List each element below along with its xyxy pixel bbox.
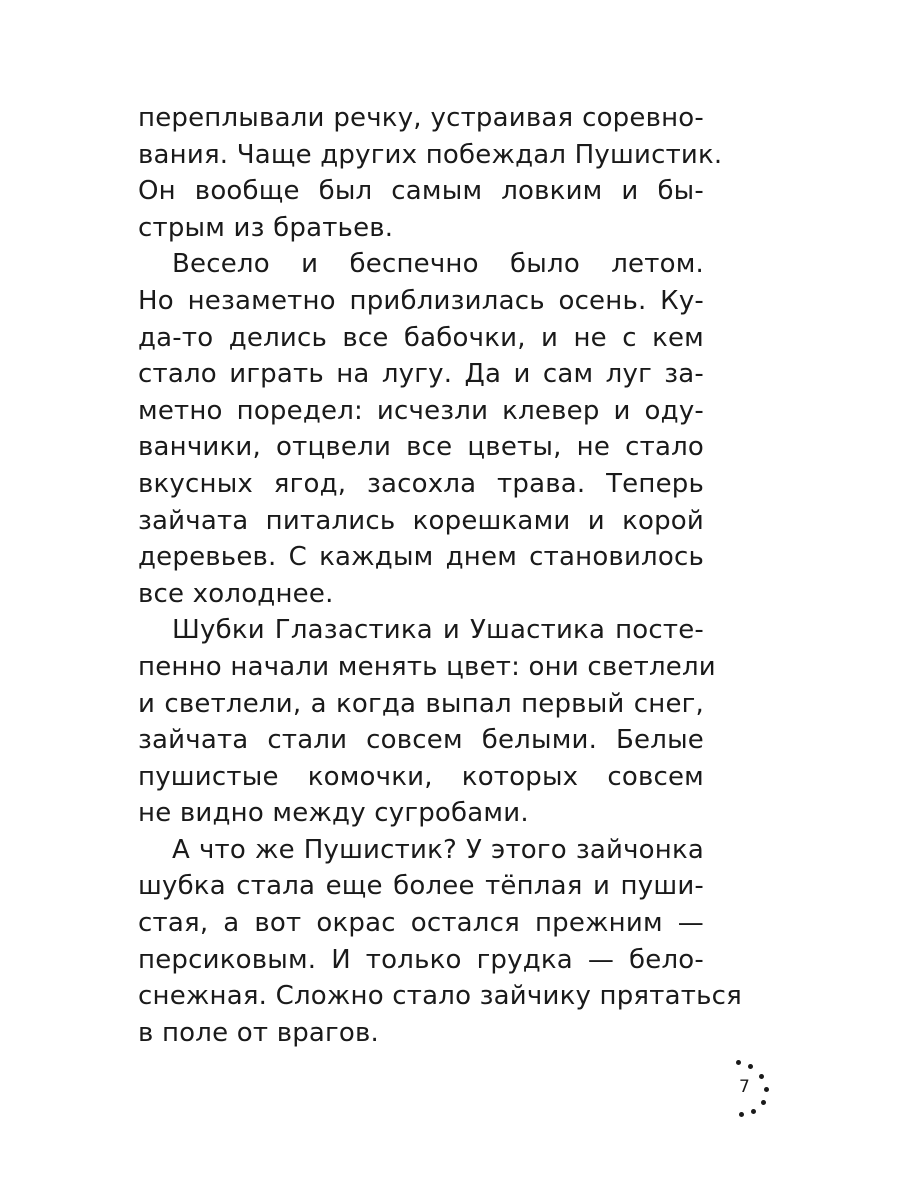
text-line: деревьев. С каждым днем становилось — [138, 542, 704, 573]
text-line: зайчата стали совсем белыми. Белые — [138, 725, 704, 756]
ornament-dot — [759, 1074, 764, 1079]
text-line: зайчата питались корешками и корой — [138, 505, 704, 536]
text-line: шубка стала еще более тёплая и пуши- — [138, 871, 704, 902]
text-line: вания. Чаще других побеждал Пушистик. — [138, 139, 723, 170]
paragraph-1 — [138, 100, 723, 246]
paragraph-2 — [138, 246, 704, 612]
text-line: вкусных ягод, засохла трава. Теперь — [138, 468, 704, 499]
ornament-dot — [764, 1087, 769, 1092]
ornament-dot — [736, 1060, 741, 1065]
text-line: пушистые комочки, которых совсем — [138, 761, 704, 792]
ornament-dot — [761, 1100, 766, 1105]
page-number: 7 — [739, 1077, 750, 1097]
text-line: Он вообще был самым ловким и бы- — [138, 176, 704, 207]
text-line: переплывали речку, устраивая соревно- — [138, 103, 704, 133]
text-line: и светлели, а когда выпал первый снег, — [138, 688, 704, 719]
text-line: персиковым. И только грудка — бело- — [138, 944, 704, 975]
paragraph-3 — [138, 612, 716, 832]
text-line: стая, а вот окрас остался прежним — — [138, 908, 704, 939]
text-line: Но незаметно приблизилась осень. Ку- — [138, 285, 704, 316]
text-line: Весело и беспечно было летом. — [172, 249, 704, 280]
ornament-dot — [748, 1064, 753, 1069]
text-line: все холоднее. — [138, 578, 334, 609]
text-line: стало играть на лугу. Да и сам луг за- — [138, 359, 704, 390]
ornament-dot — [751, 1109, 756, 1114]
ornament-dot — [739, 1112, 744, 1117]
page-body-text — [138, 100, 742, 1051]
text-line: не видно между сугробами. — [138, 798, 529, 829]
text-line: ванчики, отцвели все цветы, не стало — [138, 432, 704, 463]
text-line: Шубки Глазастика и Ушастика посте- — [172, 615, 704, 646]
paragraph-4 — [138, 832, 742, 1052]
page-number-ornament — [728, 1058, 778, 1118]
text-line: да-то делись все бабочки, и не с кем — [138, 322, 704, 353]
text-line: А что же Пушистик? У этого зайчонка — [172, 834, 704, 865]
text-line: в поле от врагов. — [138, 1017, 380, 1048]
text-line: пенно начали менять цвет: они светлели — [138, 651, 716, 682]
text-line: метно поредел: исчезли клевер и оду- — [138, 395, 704, 426]
text-line: снежная. Сложно стало зайчику прятаться — [138, 981, 742, 1012]
text-line: стрым из братьев. — [138, 212, 394, 243]
